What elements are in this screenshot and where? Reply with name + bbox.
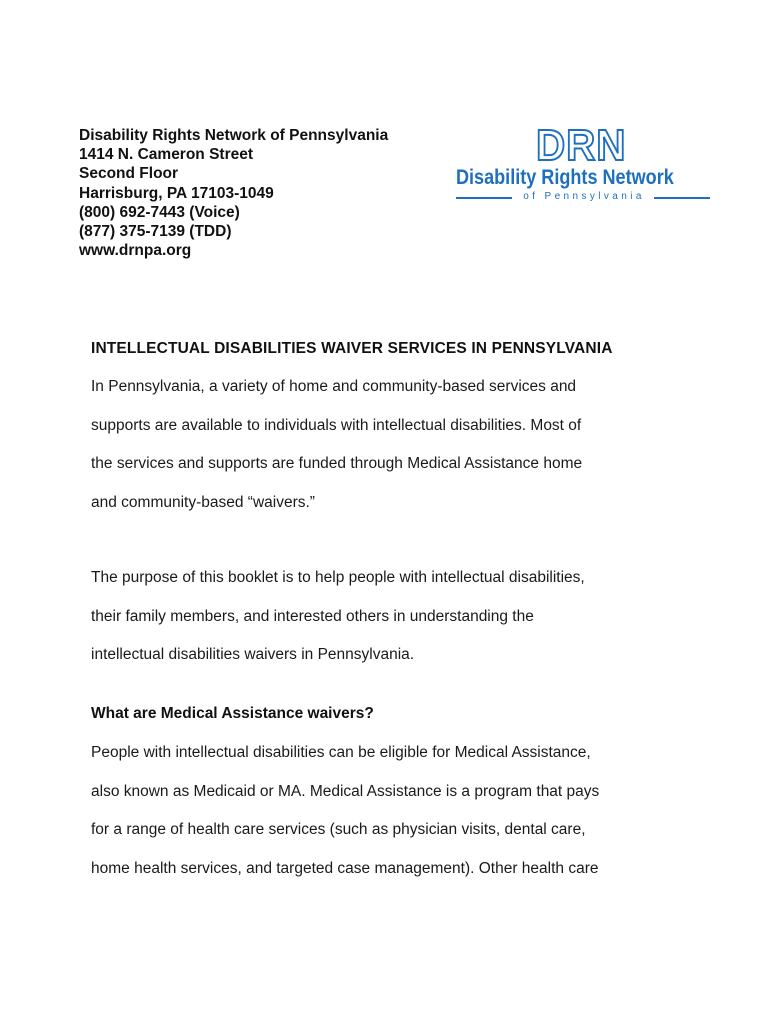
logo-subtitle-row bbox=[456, 190, 710, 204]
logo-name: Disability Rights Network bbox=[456, 166, 674, 189]
organization-address bbox=[79, 126, 388, 260]
floor: Second Floor bbox=[79, 165, 179, 183]
street-address: 1414 N. Cameron Street bbox=[79, 146, 254, 164]
ma-paragraph bbox=[91, 734, 701, 888]
voice-phone: (800) 692-7443 (Voice) bbox=[79, 203, 240, 221]
logo-mark: DRN bbox=[536, 121, 627, 170]
paragraph-line: home health services, and targeted case management). Other health care bbox=[91, 859, 599, 877]
paragraph-line: also known as Medicaid or MA. Medical Assistance is a program that pays bbox=[91, 782, 600, 800]
website[interactable]: www.drnpa.org bbox=[79, 242, 192, 260]
paragraph-line: intellectual disabilities waivers in Pennsylvania. bbox=[91, 646, 415, 663]
logo-rule-left bbox=[456, 197, 512, 199]
paragraph-line: and community-based “waivers.” bbox=[91, 493, 315, 511]
drn-logo bbox=[454, 121, 710, 206]
city-state-zip: Harrisburg, PA 17103-1049 bbox=[79, 184, 274, 202]
intro-paragraph bbox=[91, 368, 701, 522]
document-title: INTELLECTUAL DISABILITIES WAIVER SERVICES IN PENNSYLVANIA bbox=[91, 340, 613, 357]
org-name: Disability Rights Network of Pennsylvania bbox=[79, 127, 389, 144]
paragraph-line: for a range of health care services (such as physician visits, dental care, bbox=[91, 821, 586, 838]
paragraph-line: the services and supports are funded through Medical Assistance home bbox=[91, 455, 583, 472]
paragraph-line: People with intellectual disabilities can be eligible for Medical Assistance, bbox=[91, 744, 591, 761]
logo-rule-right bbox=[654, 197, 710, 199]
paragraph-line: In Pennsylvania, a variety of home and community-based services and bbox=[91, 378, 577, 395]
paragraph-line: The purpose of this booklet is to help people with intellectual disabilities, bbox=[91, 569, 585, 586]
purpose-paragraph bbox=[91, 559, 701, 675]
paragraph-line: supports are available to individuals with intellectual disabilities. Most of bbox=[91, 416, 582, 434]
paragraph-line: their family members, and interested others in understanding the bbox=[91, 607, 534, 625]
tdd-phone: (877) 375-7139 (TDD) bbox=[79, 223, 232, 241]
logo-subtitle: of Pennsylvania bbox=[523, 191, 645, 202]
section-heading: What are Medical Assistance waivers? bbox=[91, 705, 374, 722]
